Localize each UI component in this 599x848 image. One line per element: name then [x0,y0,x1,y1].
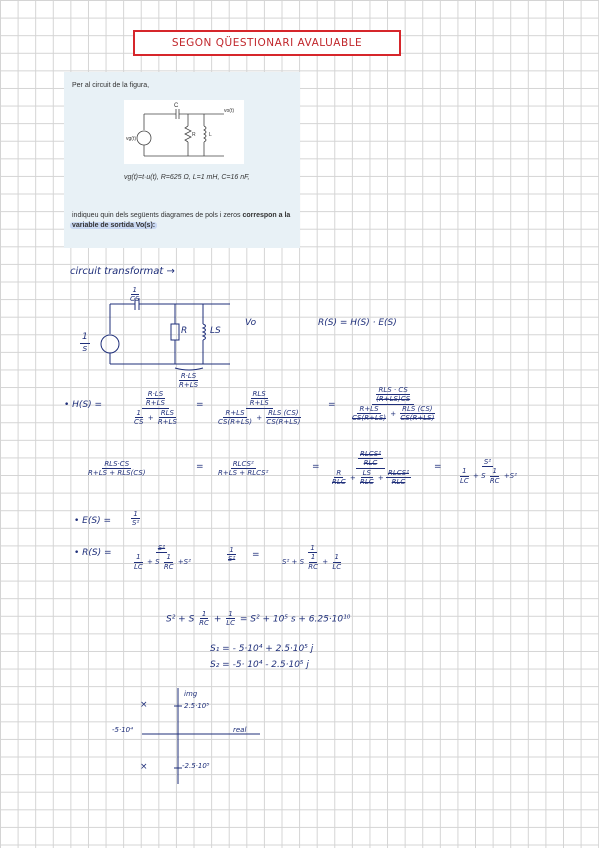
h-expr-2: $\frac{\text{RLS}}{R+LS}$ $\frac{R+LS}{CS(R+LS)}$ + $\frac{\text{RLS (CS)}}{CS(R+LS)}$ [218,390,301,427]
src-label: vg(t) [126,136,136,142]
root-s1: S₁ = - 5·10⁴ + 2.5·10⁵ j [210,644,314,654]
eq-sign-6: = [252,550,260,560]
r2-expr-a: $\frac{\text{RLS·CS}}{\text{R+LS + RLS(CS)}}$ [88,460,146,478]
h-expr-1: $\frac{R\cdot LS}{R+LS}$ $\frac{1}{CS}$ + $\frac{\text{RLS}}{R+LS}$ [134,390,177,427]
source-value: $\frac{1}{s}$ [82,332,88,354]
ask-pre: indiqueu quin dels següents diagrames de pols i zeros [72,212,243,219]
r2-expr-d: S² $\frac{1}{LC}$ + S $\frac{1}{RC}$ +S² [460,458,517,485]
e-value: $\frac{1}{\text{S²}}$ [132,510,140,528]
transformed-circuit [80,284,250,380]
pos-im-tick: 2.5·10⁵ [184,702,210,710]
r2-expr-b: $\frac{\text{RLCS²}}{\text{R+LS + RLCS²}}$ [218,460,269,478]
parallel-impedance: $\frac{R\cdot LS}{R+LS}$ [179,372,199,390]
question-intro: Per al circuit de la figura, [72,82,150,89]
title-box [133,30,401,56]
r2-expr-c: $\frac{\text{RLCS²}}{\text{RLC}}$ $\frac{R}{\text{RLC}}$ + $\frac{LS}{\text{RLC}}$ + $\frac{\text{RLCS²}}{\text{RLC}}$ [332,450,409,487]
question-params: vg(t)=t·u(t), R=625 Ω, L=1 mH, C=16 nF, [124,174,250,181]
ind-label: L [209,132,212,138]
e-label: • E(S) = [74,516,111,526]
page-title: SEGON QÜESTIONARI AVALUABLE [171,37,363,49]
char-eq: S² + S $\frac{1}{RC}$ + $\frac{1}{LC}$ = S² + 10⁵ s + 6.25·10¹⁰ [166,610,351,628]
neg-im-tick: -2.5·10⁵ [182,762,210,770]
ls-label: LS [210,326,221,336]
rs-expr-c: 1 S² + S $\frac{1}{RC}$ + $\frac{1}{LC}$ [282,544,342,571]
rs-expr-b: $\frac{1}{\text{S²}}$ [228,546,236,564]
res-label: R [192,132,196,138]
relation-eq: R(S) = H(S) · E(S) [318,318,397,328]
pole-lower: × [140,762,148,772]
vo-label: Vo [245,318,257,328]
re-tick: -5·10⁴ [112,726,133,734]
circuit-heading: circuit transformat → [70,266,175,277]
ask-line2: variable de sortida Vo(s): [72,222,156,229]
cap-label: C [174,103,179,109]
eq-sign-3: = [196,462,204,472]
h-label: • H(S) = [64,400,103,410]
img-axis-label: img [184,690,198,698]
pole-upper: × [140,700,148,710]
question-circuit-diagram [124,100,244,164]
cap-impedance: $\frac{1}{CS}$ [130,286,140,304]
question-panel [64,72,300,248]
rs-expr-a: S² $\frac{1}{LC}$ + S $\frac{1}{RC}$ +S² [134,544,191,571]
eq-sign-5: = [434,462,442,472]
r-row-label: • R(S) = [74,548,112,558]
eq-sign-4: = [312,462,320,472]
eq-sign-1: = [196,400,204,410]
h-expr-3: $\frac{\text{RLS · CS}}{(R+LS)CS}$ $\frac{R+LS}{CS(R+LS)}$ + $\frac{\text{RLS (CS)}}{CS(R+LS)}$ [352,386,435,423]
question-ask-line2 [70,222,157,229]
out-label: vo(t) [224,108,234,114]
root-s2: S₂ = -5· 10⁴ - 2.5·10⁵ j [210,660,309,670]
question-ask [72,212,297,219]
real-axis-label: real [233,726,247,734]
eq-sign-2: = [328,400,336,410]
r-label: R [181,326,188,336]
ask-bold: correspon a la [242,212,291,219]
